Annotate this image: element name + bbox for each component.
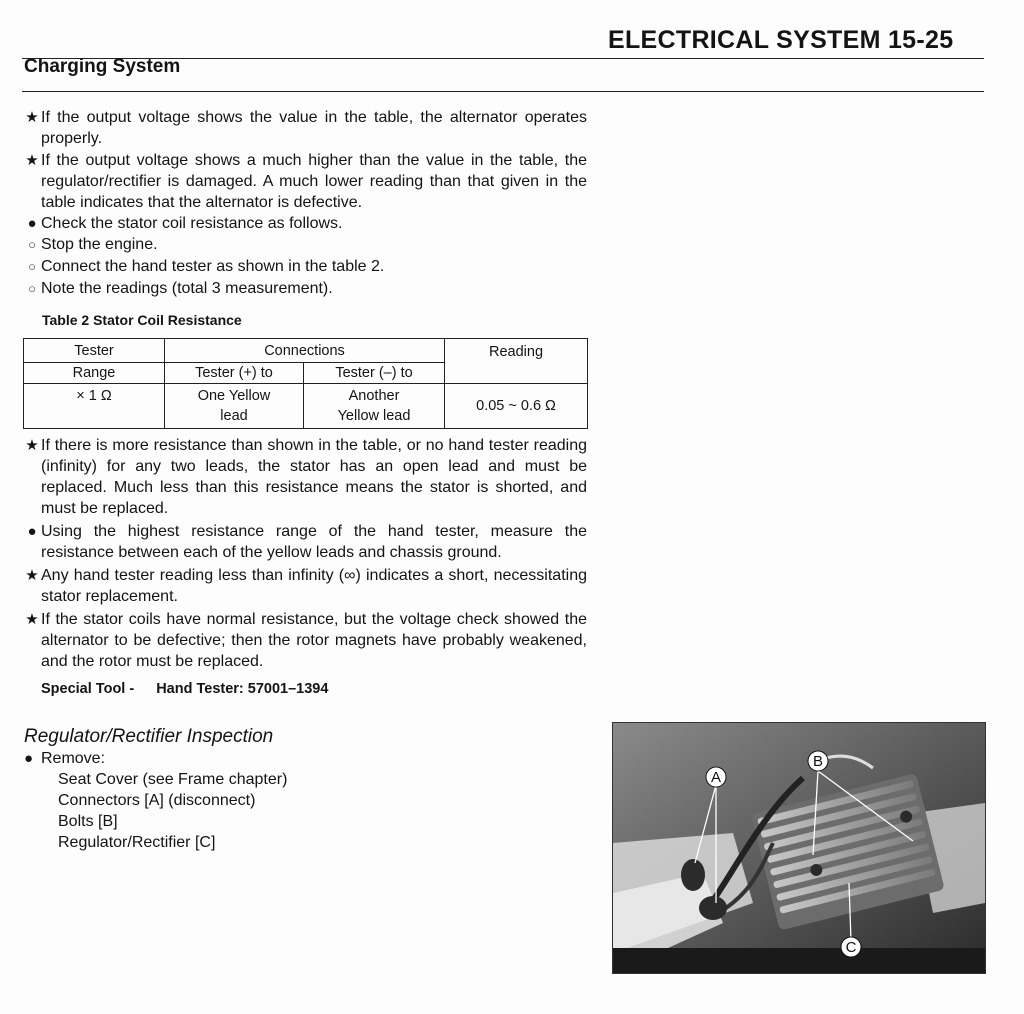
- remove-step: ● Remove:: [24, 750, 106, 767]
- header-rule-bottom: [22, 91, 984, 92]
- list-item: ★ If the stator coils have normal resistance, but the voltage check showed the alternator to be defective; then the rotor magnets have probably weakened, and the rotor must be replaced.: [25, 611, 587, 670]
- cell-plus: One Yellow lead: [165, 384, 304, 429]
- list-item: Connectors [A] (disconnect): [58, 792, 256, 809]
- star-icon: ★: [25, 152, 39, 169]
- list-item: ★ If there is more resistance than shown in the table, or no hand tester reading (infinity) for any two leads, the stator has an open lead and must be replaced. Much less than this resistance means the stator is shorted, and must be replaced.: [25, 437, 587, 517]
- special-tool-label: Special Tool -: [41, 681, 135, 697]
- header-minus: Tester (–) to: [304, 363, 445, 384]
- list-item: ★ If the output voltage shows the value in the table, the alternator operates properly.: [25, 109, 587, 147]
- circle-icon: ○: [28, 237, 36, 252]
- subsection-title: Regulator/Rectifier Inspection: [24, 726, 274, 747]
- header-connections: Connections: [165, 339, 445, 363]
- list-item: Regulator/Rectifier [C]: [58, 834, 216, 851]
- star-icon: ★: [25, 567, 39, 584]
- list-item: ★ If the output voltage shows a much higher than the value in the table, the regulator/rectifier is damaged. A much lower reading than that given in the table indicates that the alternator is defective.: [25, 152, 587, 211]
- section-title: Charging System: [24, 56, 181, 77]
- header-plus: Tester (+) to: [165, 363, 304, 384]
- star-icon: ★: [25, 109, 39, 126]
- callout-a: A: [710, 769, 722, 786]
- list-item: Bolts [B]: [58, 813, 118, 830]
- bullet-icon: ●: [27, 215, 37, 232]
- list-item: ○ Note the readings (total 3 measurement).: [24, 278, 587, 299]
- cell-range: × 1 Ω: [24, 384, 165, 429]
- bullet-icon: ●: [27, 523, 37, 540]
- stator-resistance-table: [23, 338, 588, 429]
- list-item: ○ Connect the hand tester as shown in the table 2.: [24, 256, 587, 277]
- list-item: ● Using the highest resistance range of the hand tester, measure the resistance between each of the yellow leads and chassis ground.: [24, 521, 587, 563]
- list-item: ★ Any hand tester reading less than infinity (∞) indicates a short, necessitating stator replacement.: [25, 567, 587, 605]
- header-reading: Reading: [445, 339, 588, 384]
- callout-c: C: [845, 939, 857, 956]
- page-header-title: ELECTRICAL SYSTEM 15-25: [608, 26, 954, 54]
- table-title: Table 2 Stator Coil Resistance: [42, 312, 242, 328]
- callout-b: B: [812, 753, 824, 770]
- special-tool-line: [41, 681, 328, 697]
- circle-icon: ○: [28, 259, 36, 274]
- special-tool-value: Hand Tester: 57001–1394: [156, 681, 329, 697]
- circle-icon: ○: [28, 281, 36, 296]
- list-item: Seat Cover (see Frame chapter): [58, 771, 288, 788]
- regulator-photo: [612, 722, 986, 974]
- header-range: Range: [24, 363, 165, 384]
- cell-minus: Another Yellow lead: [304, 384, 445, 429]
- list-item: ● Check the stator coil resistance as follows.: [24, 213, 587, 234]
- table-row: [24, 384, 588, 429]
- list-item: ○ Stop the engine.: [24, 234, 587, 255]
- bullet-icon: ●: [24, 750, 34, 767]
- remove-list: [58, 769, 287, 853]
- star-icon: ★: [25, 611, 39, 628]
- cell-reading: 0.05 ~ 0.6 Ω: [445, 384, 588, 429]
- star-icon: ★: [25, 437, 39, 454]
- header-tester: Tester: [24, 339, 165, 363]
